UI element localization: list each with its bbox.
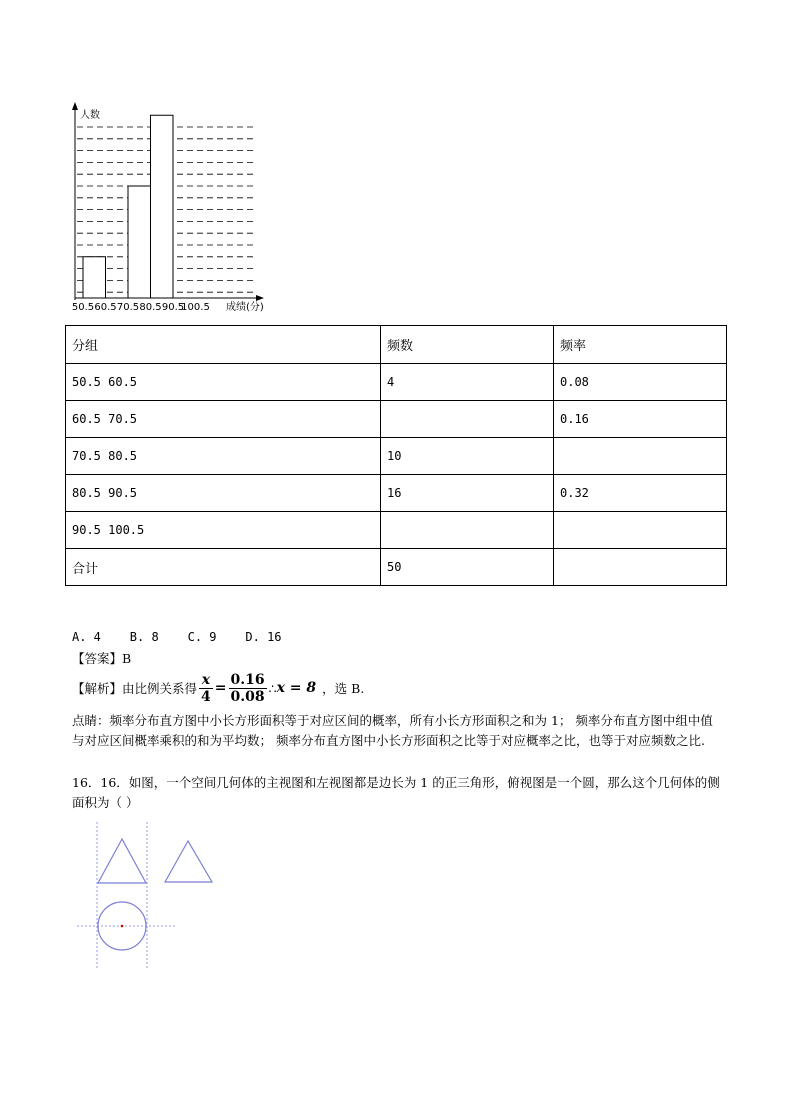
table-row <box>66 401 727 438</box>
y-axis-label: 人数 <box>80 110 100 121</box>
frequency-table <box>65 325 727 586</box>
table-cell <box>381 401 554 438</box>
fraction-numerator: 0.16 <box>230 671 265 688</box>
header-count: 频数 <box>381 326 554 364</box>
side-view-triangle <box>165 841 212 882</box>
x-tick-label: 70.5 <box>116 302 140 313</box>
table-cell <box>554 438 727 475</box>
comment-paragraph: 点睛：频率分布直方图中小长方形面积等于对应区间的概率，所有小长方形面积之和为 1； 频率分布直方图中组中值与对应区间概率乘积的和为平均数； 频率分布直方图中小长方形面积之比等于对应概率之比，也等于对应频数之比. <box>72 713 713 748</box>
table-cell <box>554 549 727 586</box>
analysis-intro: 由比例关系得 <box>122 681 198 696</box>
table-cell: 80.5 90.5 <box>66 475 381 512</box>
analysis-line <box>72 668 364 708</box>
table-cell: 50.5 60.5 <box>66 364 381 401</box>
fraction-denominator: 0.08 <box>230 688 265 705</box>
question-16: 16．16．如图，一个空间几何体的主视图和左视图都是边长为 1 的正三角形，俯视图是一个圆，那么这个几何体的侧面积为（ ） <box>72 775 720 810</box>
header-frequency: 频率 <box>554 326 727 364</box>
front-view-triangle <box>98 839 146 883</box>
x-tick-label: 50.5 <box>71 302 95 313</box>
table-row <box>66 512 727 549</box>
table-row <box>66 438 727 475</box>
x-tick-label: 100.5 <box>181 302 210 313</box>
answer-line <box>72 649 131 667</box>
fraction-denominator: 4 <box>201 688 211 705</box>
analysis-tail: ，选 B. <box>322 681 365 696</box>
table-cell: 0.16 <box>554 401 727 438</box>
x-tick-labels <box>72 302 210 313</box>
histogram-bars <box>83 115 173 298</box>
fraction-ratio <box>229 672 267 705</box>
table-cell: 70.5 80.5 <box>66 438 381 475</box>
y-axis-arrow <box>72 102 78 110</box>
histogram-bar <box>83 257 106 298</box>
histogram-bar <box>128 186 151 298</box>
table-cell: 50 <box>381 549 554 586</box>
table-cell: 90.5 100.5 <box>66 512 381 549</box>
x-tick-label: 80.5 <box>139 302 162 313</box>
x-axis-arrow <box>256 295 264 301</box>
answer-label: 【答案】 <box>72 651 123 666</box>
table-row <box>66 364 727 401</box>
fraction-numerator: x <box>199 672 213 689</box>
answer-value: B <box>122 651 132 666</box>
analysis-label: 【解析】 <box>72 681 123 696</box>
table-cell: 0.32 <box>554 475 727 512</box>
table-cell: 10 <box>381 438 554 475</box>
x-tick-label: 90.5 <box>161 302 185 313</box>
histogram-bar <box>151 115 174 298</box>
table-cell <box>381 512 554 549</box>
header-group: 分组 <box>66 326 381 364</box>
frequency-histogram <box>64 100 284 322</box>
table-cell: 16 <box>381 475 554 512</box>
x-tick-label: 60.5 <box>94 302 117 313</box>
analysis-result: x = 8 <box>276 680 317 696</box>
therefore-symbol: ∴ <box>268 680 277 696</box>
table-header-row <box>66 326 727 364</box>
three-view-figure <box>75 822 225 972</box>
table-cell: 4 <box>381 364 554 401</box>
table-cell: 0.08 <box>554 364 727 401</box>
equals-sign: = <box>214 680 227 696</box>
table-cell: 合计 <box>66 549 381 586</box>
table-cell <box>554 512 727 549</box>
x-axis-label: 成绩(分) <box>226 302 264 313</box>
circle-center-dot <box>121 925 124 928</box>
fraction-x-over-4 <box>199 672 213 705</box>
table-cell: 60.5 70.5 <box>66 401 381 438</box>
table-row <box>66 549 727 586</box>
answer-options: A. 4 B. 8 C. 9 D. 16 <box>72 630 282 644</box>
table-row <box>66 475 727 512</box>
